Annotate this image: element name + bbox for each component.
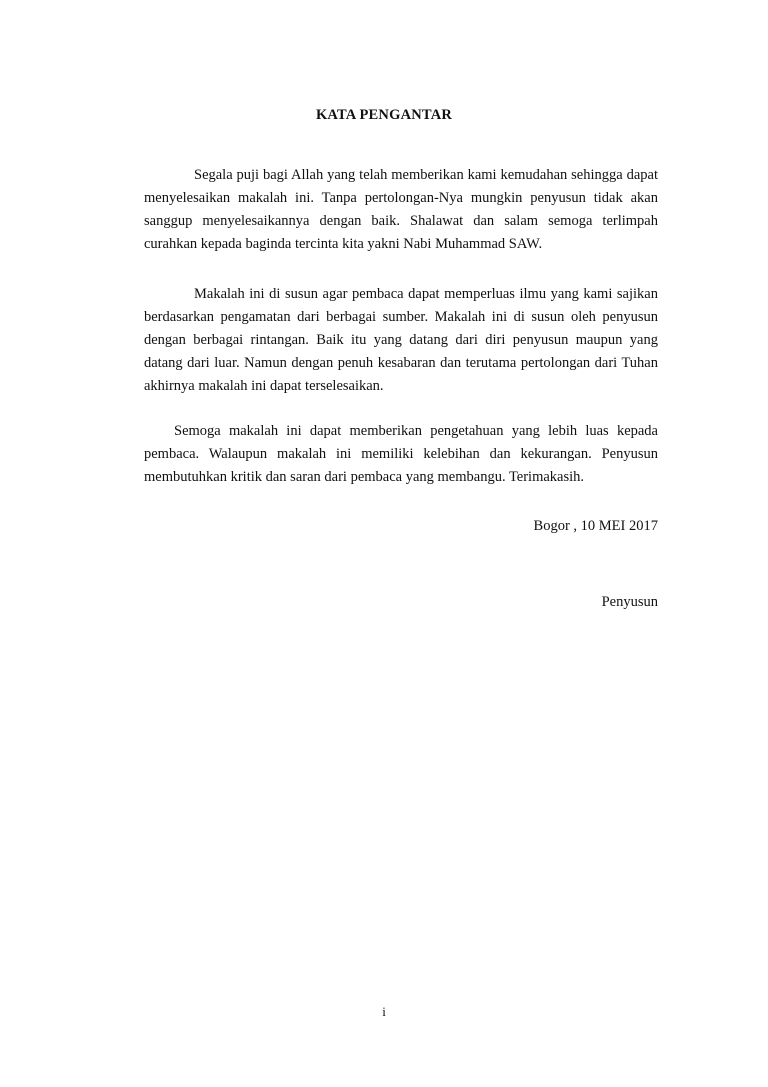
paragraph-2: Makalah ini di susun agar pembaca dapat memperluas ilmu yang kami sajikan berdasarkan pengamatan dari berbagai sumber. Makalah ini di susun oleh penyusun dengan berbagai rintangan. Baik itu yang datang dari diri penyusun maupun yang datang dari luar. Namun dengan penuh kesabaran dan terutama pertolongan dari Tuhan akhirnya makalah ini dapat terselesaikan. — [144, 286, 658, 394]
page-title: KATA PENGANTAR — [315, 107, 453, 123]
paragraph-1: Segala puji bagi Allah yang telah memberikan kami kemudahan sehingga dapat menyelesaikan makalah ini. Tanpa pertolongan-Nya mungkin penyusun tidak akan sanggup menyelesaikannya dengan baik. Shalawat dan salam semoga terlimpah curahkan kepada baginda tercinta kita yakni Nabi Muhammad SAW. — [144, 167, 658, 252]
paragraph-3: Semoga makalah ini dapat memberikan pengetahuan yang lebih luas kepada pembaca. Walaupun makalah ini memiliki kelebihan dan kekurangan. Penyusun membutuhkan kritik dan saran dari pembaca yang membangu. Terimakasih. — [144, 423, 658, 485]
author-signature: Penyusun — [601, 594, 658, 610]
page-number: i — [382, 1004, 386, 1019]
place-date: Bogor , 10 MEI 2017 — [533, 518, 658, 534]
